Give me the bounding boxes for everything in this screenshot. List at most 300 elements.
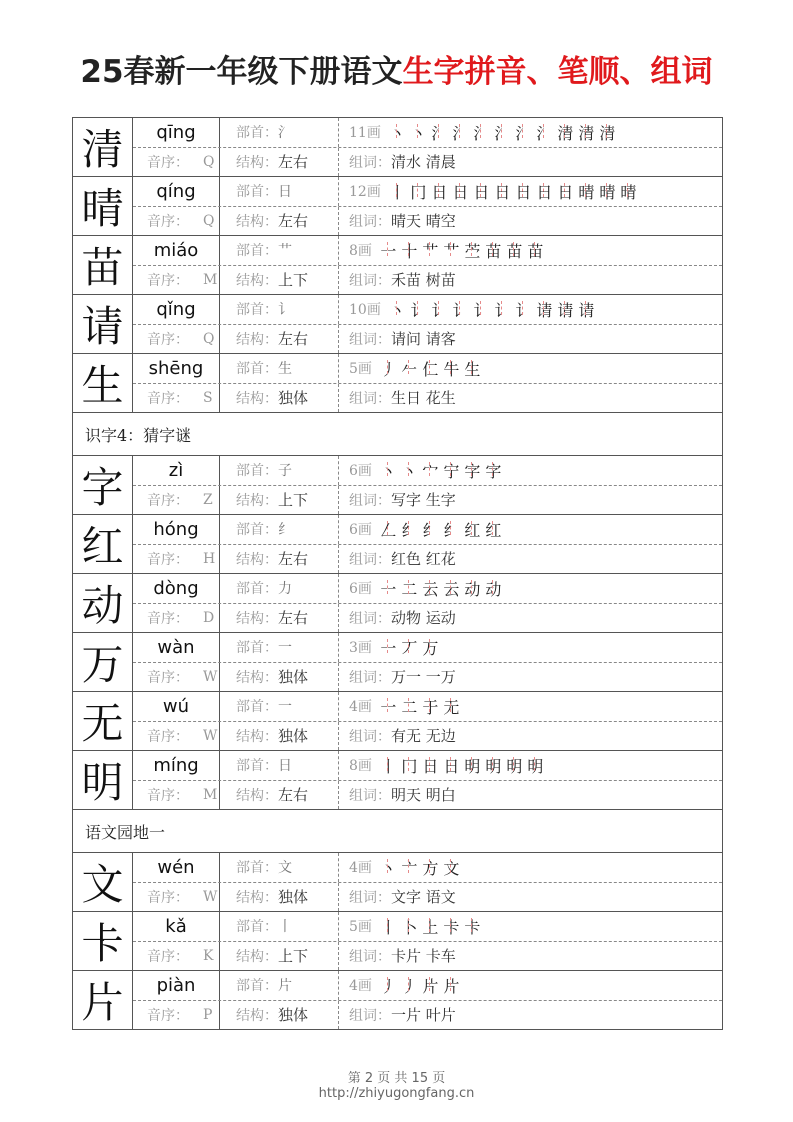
order-cell xyxy=(133,1001,220,1030)
stroke-cell xyxy=(339,971,722,1000)
detail-bottom xyxy=(133,722,722,751)
detail-top xyxy=(133,912,722,942)
order-label: 音序： xyxy=(147,551,189,568)
radical-cell xyxy=(220,912,339,941)
structure-label: 结构： xyxy=(236,948,278,965)
order-value: Q xyxy=(203,153,215,170)
order-value: P xyxy=(203,1006,213,1023)
stroke-sequence xyxy=(387,121,618,144)
words-label: 组词： xyxy=(349,390,391,407)
words-label: 组词： xyxy=(349,610,391,627)
stroke-step: 请 xyxy=(534,298,555,321)
words-cell xyxy=(339,1001,722,1030)
char-row xyxy=(73,118,722,177)
char-row xyxy=(73,177,722,236)
pinyin-cell xyxy=(133,295,220,324)
words-value: 一片 叶片 xyxy=(391,1006,456,1025)
stroke-sequence xyxy=(378,915,483,938)
order-label: 音序： xyxy=(147,728,189,745)
order-label: 音序： xyxy=(147,669,189,686)
char-details xyxy=(133,118,722,176)
order-value: M xyxy=(203,271,218,288)
structure-cell xyxy=(220,883,339,912)
pinyin-cell xyxy=(133,912,220,941)
stroke-step: 文 xyxy=(441,856,462,879)
radical-value: 生 xyxy=(278,361,292,378)
radical-value: 讠 xyxy=(278,302,292,319)
stroke-sequence xyxy=(378,239,546,262)
structure-value: 左右 xyxy=(278,330,309,349)
structure-value: 左右 xyxy=(278,212,309,231)
big-character: 清 xyxy=(73,118,133,176)
stroke-step: 亠 xyxy=(399,856,420,879)
pinyin-cell xyxy=(133,692,220,721)
pinyin: wú xyxy=(162,695,190,717)
radical-cell xyxy=(220,971,339,1000)
char-details xyxy=(133,971,722,1029)
stroke-step: 苗 xyxy=(483,239,504,262)
order-label: 音序： xyxy=(147,948,189,965)
structure-cell xyxy=(220,384,339,413)
radical-value: 一 xyxy=(278,699,292,716)
radical-label: 部首： xyxy=(236,758,278,775)
char-row xyxy=(73,295,722,354)
order-value: W xyxy=(203,727,218,744)
order-cell xyxy=(133,384,220,413)
stroke-step: 氵 xyxy=(429,121,450,144)
order-cell xyxy=(133,883,220,912)
section-heading: 语文园地一 xyxy=(73,810,722,853)
pinyin: wén xyxy=(157,856,195,878)
stroke-step: 字 xyxy=(462,459,483,482)
radical-label: 部首： xyxy=(236,125,278,142)
radical-cell xyxy=(220,295,339,324)
stroke-step: 丶 xyxy=(387,298,408,321)
char-details xyxy=(133,751,722,809)
structure-label: 结构： xyxy=(236,610,278,627)
stroke-step: 生 xyxy=(462,357,483,380)
stroke-count: 12画 xyxy=(349,184,381,201)
radical-label: 部首： xyxy=(236,919,278,936)
detail-top xyxy=(133,751,722,781)
stroke-step: 红 xyxy=(462,518,483,541)
char-details xyxy=(133,515,722,573)
structure-cell xyxy=(220,325,339,354)
radical-value: 日 xyxy=(278,758,292,775)
stroke-step: 二 xyxy=(399,577,420,600)
detail-bottom xyxy=(133,545,722,574)
stroke-step: 动 xyxy=(483,577,504,600)
stroke-step: 纟 xyxy=(441,518,462,541)
order-value: D xyxy=(203,609,215,626)
order-label: 音序： xyxy=(147,331,189,348)
char-row xyxy=(73,236,722,295)
detail-top xyxy=(133,456,722,486)
radical-value: 一 xyxy=(278,640,292,657)
stroke-cell xyxy=(339,118,722,147)
big-character: 动 xyxy=(73,574,133,632)
words-value: 请问 请客 xyxy=(391,330,456,349)
stroke-step: 晴 xyxy=(597,180,618,203)
char-row xyxy=(73,456,722,515)
radical-cell xyxy=(220,456,339,485)
stroke-step: 宁 xyxy=(441,459,462,482)
structure-label: 结构： xyxy=(236,1007,278,1024)
detail-bottom xyxy=(133,781,722,810)
stroke-count: 4画 xyxy=(349,978,372,995)
structure-label: 结构： xyxy=(236,390,278,407)
stroke-sequence xyxy=(378,974,462,997)
stroke-sequence xyxy=(378,695,462,718)
order-value: W xyxy=(203,888,218,905)
order-cell xyxy=(133,781,220,810)
radical-value: 纟 xyxy=(278,522,292,539)
radical-cell xyxy=(220,236,339,265)
radical-cell xyxy=(220,177,339,206)
structure-value: 左右 xyxy=(278,153,309,172)
footer-url: http://zhiyugongfang.cn xyxy=(318,1086,475,1101)
words-cell xyxy=(339,722,722,751)
stroke-step: 一 xyxy=(378,577,399,600)
structure-label: 结构： xyxy=(236,728,278,745)
pinyin: dòng xyxy=(153,577,199,599)
words-label: 组词： xyxy=(349,331,391,348)
stroke-count: 6画 xyxy=(349,581,372,598)
stroke-step: 苗 xyxy=(525,239,546,262)
detail-top xyxy=(133,853,722,883)
stroke-step: 讠 xyxy=(450,298,471,321)
detail-bottom xyxy=(133,1001,722,1030)
stroke-count: 4画 xyxy=(349,860,372,877)
pinyin: hóng xyxy=(153,518,199,540)
stroke-step: 晴 xyxy=(576,180,597,203)
big-character: 无 xyxy=(73,692,133,750)
words-label: 组词： xyxy=(349,272,391,289)
char-details xyxy=(133,177,722,235)
char-row xyxy=(73,912,722,971)
order-value: Q xyxy=(203,212,215,229)
stroke-step: 晴 xyxy=(618,180,639,203)
radical-cell xyxy=(220,118,339,147)
stroke-step: 红 xyxy=(483,518,504,541)
structure-label: 结构： xyxy=(236,787,278,804)
words-value: 禾苗 树苗 xyxy=(391,271,456,290)
order-label: 音序： xyxy=(147,889,189,906)
char-details xyxy=(133,912,722,970)
char-details xyxy=(133,236,722,294)
radical-cell xyxy=(220,751,339,780)
stroke-step: 片 xyxy=(441,974,462,997)
big-character: 万 xyxy=(73,633,133,691)
structure-cell xyxy=(220,545,339,574)
order-label: 音序： xyxy=(147,154,189,171)
char-row xyxy=(73,853,722,912)
structure-value: 独体 xyxy=(278,727,309,746)
stroke-step: 日 xyxy=(429,180,450,203)
char-row xyxy=(73,515,722,574)
big-character: 生 xyxy=(73,354,133,412)
order-cell xyxy=(133,148,220,177)
radical-label: 部首： xyxy=(236,243,278,260)
radical-label: 部首： xyxy=(236,640,278,657)
stroke-sequence xyxy=(378,636,441,659)
stroke-step: 卡 xyxy=(441,915,462,938)
order-cell xyxy=(133,604,220,633)
stroke-cell xyxy=(339,515,722,544)
stroke-sequence xyxy=(378,577,504,600)
order-cell xyxy=(133,545,220,574)
stroke-count: 6画 xyxy=(349,463,372,480)
stroke-step: 艹 xyxy=(420,239,441,262)
big-character: 红 xyxy=(73,515,133,573)
words-cell xyxy=(339,148,722,177)
words-label: 组词： xyxy=(349,1007,391,1024)
radical-label: 部首： xyxy=(236,581,278,598)
order-label: 音序： xyxy=(147,610,189,627)
radical-value: 氵 xyxy=(278,125,292,142)
stroke-step: 十 xyxy=(399,239,420,262)
structure-cell xyxy=(220,486,339,515)
detail-bottom xyxy=(133,663,722,692)
radical-value: 文 xyxy=(278,860,292,877)
detail-bottom xyxy=(133,266,722,295)
stroke-sequence xyxy=(378,357,483,380)
stroke-step: 牛 xyxy=(441,357,462,380)
stroke-step: 一 xyxy=(378,636,399,659)
char-details xyxy=(133,692,722,750)
structure-value: 左右 xyxy=(278,550,309,569)
words-value: 明天 明白 xyxy=(391,786,456,805)
stroke-count: 5画 xyxy=(349,361,372,378)
stroke-step: 丨 xyxy=(387,180,408,203)
stroke-step: 讠 xyxy=(492,298,513,321)
structure-label: 结构： xyxy=(236,154,278,171)
stroke-step: 冂 xyxy=(408,180,429,203)
stroke-step: 明 xyxy=(504,754,525,777)
words-label: 组词： xyxy=(349,787,391,804)
stroke-sequence xyxy=(378,856,462,879)
section-heading: 识字4：猜字谜 xyxy=(73,413,722,456)
char-details xyxy=(133,853,722,911)
stroke-sequence xyxy=(378,518,504,541)
pinyin: shēng xyxy=(148,357,204,379)
detail-bottom xyxy=(133,148,722,177)
char-row xyxy=(73,633,722,692)
radical-value: 片 xyxy=(278,978,292,995)
detail-top xyxy=(133,633,722,663)
words-label: 组词： xyxy=(349,728,391,745)
stroke-step: 氵 xyxy=(534,121,555,144)
structure-cell xyxy=(220,781,339,810)
detail-top xyxy=(133,971,722,1001)
stroke-count: 8画 xyxy=(349,758,372,775)
pinyin-cell xyxy=(133,236,220,265)
words-value: 晴天 晴空 xyxy=(391,212,456,231)
detail-top xyxy=(133,295,722,325)
radical-label: 部首： xyxy=(236,699,278,716)
order-label: 音序： xyxy=(147,213,189,230)
stroke-step: 日 xyxy=(450,180,471,203)
stroke-cell xyxy=(339,574,722,603)
structure-value: 上下 xyxy=(278,947,309,966)
order-value: S xyxy=(203,389,213,406)
radical-cell xyxy=(220,692,339,721)
pinyin: qīng xyxy=(156,121,196,143)
stroke-cell xyxy=(339,354,722,383)
order-cell xyxy=(133,942,220,971)
words-cell xyxy=(339,325,722,354)
radical-label: 部首： xyxy=(236,522,278,539)
detail-bottom xyxy=(133,883,722,912)
structure-label: 结构： xyxy=(236,331,278,348)
stroke-step: 明 xyxy=(525,754,546,777)
big-character: 片 xyxy=(73,971,133,1029)
char-row xyxy=(73,751,722,810)
stroke-sequence xyxy=(378,754,546,777)
order-value: W xyxy=(203,668,218,685)
char-row xyxy=(73,692,722,751)
stroke-step: 云 xyxy=(441,577,462,600)
words-value: 清水 清晨 xyxy=(391,153,456,172)
stroke-step: 无 xyxy=(441,695,462,718)
detail-bottom xyxy=(133,384,722,413)
page-number: 第 2 页 共 15 页 xyxy=(347,1071,446,1086)
stroke-step: 卜 xyxy=(399,915,420,938)
order-label: 音序： xyxy=(147,1007,189,1024)
big-character: 苗 xyxy=(73,236,133,294)
words-value: 文字 语文 xyxy=(391,888,456,907)
structure-value: 独体 xyxy=(278,389,309,408)
words-label: 组词： xyxy=(349,551,391,568)
words-cell xyxy=(339,781,722,810)
char-details xyxy=(133,456,722,514)
stroke-step: 字 xyxy=(483,459,504,482)
stroke-cell xyxy=(339,295,722,324)
words-cell xyxy=(339,384,722,413)
stroke-step: 𠂉 xyxy=(399,357,420,380)
stroke-step: 清 xyxy=(555,121,576,144)
char-details xyxy=(133,295,722,353)
order-cell xyxy=(133,207,220,236)
detail-top xyxy=(133,236,722,266)
radical-cell xyxy=(220,515,339,544)
structure-label: 结构： xyxy=(236,492,278,509)
stroke-step: 苗 xyxy=(504,239,525,262)
radical-label: 部首： xyxy=(236,184,278,201)
radical-value: 丨 xyxy=(278,919,292,936)
pinyin-cell xyxy=(133,354,220,383)
char-details xyxy=(133,574,722,632)
detail-bottom xyxy=(133,486,722,515)
words-value: 写字 生字 xyxy=(391,491,456,510)
stroke-step: 动 xyxy=(462,577,483,600)
structure-cell xyxy=(220,207,339,236)
structure-value: 左右 xyxy=(278,609,309,628)
radical-value: 力 xyxy=(278,581,292,598)
pinyin-cell xyxy=(133,751,220,780)
page-title xyxy=(0,46,793,91)
pinyin: wàn xyxy=(157,636,195,658)
stroke-step: 丆 xyxy=(399,636,420,659)
radical-value: 艹 xyxy=(278,243,292,260)
stroke-step: 纟 xyxy=(399,518,420,541)
stroke-sequence xyxy=(387,298,597,321)
structure-value: 左右 xyxy=(278,786,309,805)
stroke-step: 上 xyxy=(420,915,441,938)
stroke-step: 丶 xyxy=(399,459,420,482)
stroke-step: 讠 xyxy=(429,298,450,321)
stroke-count: 3画 xyxy=(349,640,372,657)
order-value: K xyxy=(203,947,214,964)
detail-bottom xyxy=(133,325,722,354)
stroke-step: 片 xyxy=(420,974,441,997)
char-row xyxy=(73,354,722,413)
stroke-step: 仁 xyxy=(420,357,441,380)
words-label: 组词： xyxy=(349,669,391,686)
char-row xyxy=(73,971,722,1030)
big-character: 卡 xyxy=(73,912,133,970)
stroke-step: 请 xyxy=(555,298,576,321)
words-label: 组词： xyxy=(349,948,391,965)
radical-label: 部首： xyxy=(236,361,278,378)
detail-top xyxy=(133,692,722,722)
structure-label: 结构： xyxy=(236,272,278,289)
stroke-step: 丶 xyxy=(408,121,429,144)
order-label: 音序： xyxy=(147,787,189,804)
stroke-cell xyxy=(339,853,722,882)
pinyin-cell xyxy=(133,633,220,662)
order-cell xyxy=(133,325,220,354)
words-value: 生日 花生 xyxy=(391,389,456,408)
stroke-step: 日 xyxy=(534,180,555,203)
stroke-count: 5画 xyxy=(349,919,372,936)
words-cell xyxy=(339,486,722,515)
radical-label: 部首： xyxy=(236,860,278,877)
stroke-step: 艹 xyxy=(441,239,462,262)
stroke-cell xyxy=(339,456,722,485)
words-label: 组词： xyxy=(349,492,391,509)
pinyin-cell xyxy=(133,456,220,485)
structure-label: 结构： xyxy=(236,669,278,686)
stroke-step: 纟 xyxy=(420,518,441,541)
structure-value: 上下 xyxy=(278,491,309,510)
big-character: 字 xyxy=(73,456,133,514)
words-cell xyxy=(339,604,722,633)
stroke-step: 日 xyxy=(513,180,534,203)
order-cell xyxy=(133,266,220,295)
stroke-step: 𠃋 xyxy=(378,518,399,541)
structure-value: 上下 xyxy=(278,271,309,290)
words-cell xyxy=(339,207,722,236)
radical-label: 部首： xyxy=(236,978,278,995)
words-cell xyxy=(339,942,722,971)
stroke-step: 氵 xyxy=(513,121,534,144)
pinyin-cell xyxy=(133,574,220,603)
order-label: 音序： xyxy=(147,492,189,509)
structure-cell xyxy=(220,1001,339,1030)
pinyin: miáo xyxy=(153,239,199,261)
stroke-step: 冂 xyxy=(399,754,420,777)
stroke-step: 日 xyxy=(420,754,441,777)
stroke-step: 丶 xyxy=(378,856,399,879)
stroke-sequence xyxy=(387,180,639,203)
stroke-step: 于 xyxy=(420,695,441,718)
pinyin: qíng xyxy=(156,180,196,202)
words-cell xyxy=(339,545,722,574)
stroke-cell xyxy=(339,236,722,265)
radical-label: 部首： xyxy=(236,463,278,480)
words-cell xyxy=(339,266,722,295)
